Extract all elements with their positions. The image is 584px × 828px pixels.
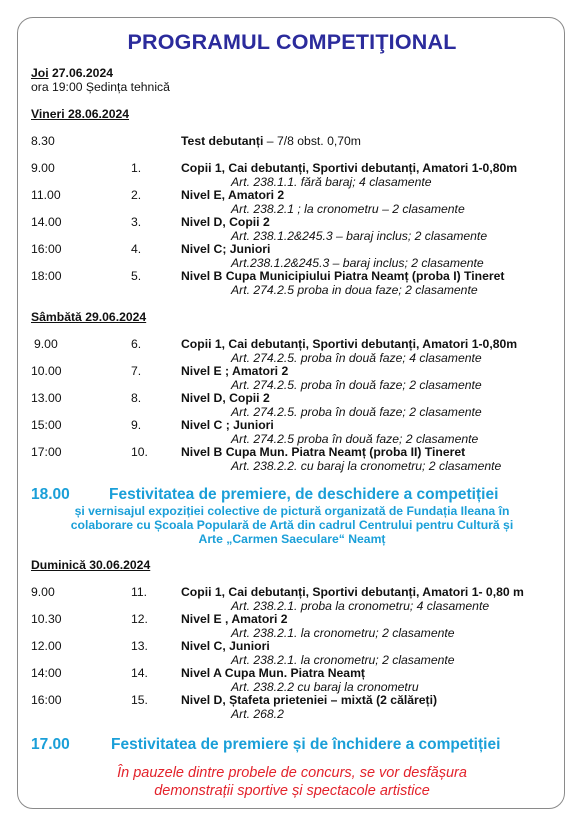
event-rule: Art. 238.2.1. la cronometru; 2 clasamente — [231, 653, 455, 667]
event-time: 18:00 — [31, 269, 62, 283]
event-number: 11. — [131, 585, 148, 599]
event-rule: Art. 238.2.1 ; la cronometru – 2 clasamente — [231, 202, 465, 216]
event-number: 12. — [131, 612, 148, 626]
event-name: Nivel D, Copii 2 — [181, 215, 270, 229]
event-time: 13.00 — [31, 391, 62, 405]
event-number: 10. — [131, 445, 148, 459]
opening-ceremony-time: 18.00 — [31, 486, 70, 503]
event-number: 5. — [131, 269, 142, 283]
day-heading-duminica: Duminică 30.06.2024 — [31, 558, 151, 572]
day-heading-sambata: Sâmbătă 29.06.2024 — [31, 310, 147, 324]
test-event: Test debutanți – 7/8 obst. 0,70m — [181, 134, 361, 148]
event-number: 7. — [131, 364, 142, 378]
closing-ceremony-title: Festivitatea de premiere și de închidere a competiției — [111, 736, 501, 753]
event-name: Copii 1, Cai debutanți, Sportivi debutanți, Amatori 1-0,80m — [181, 161, 518, 175]
event-time: 9.00 — [34, 337, 58, 351]
event-number: 3. — [131, 215, 142, 229]
event-rule: Art. 238.2.1. la cronometru; 2 clasamente — [231, 626, 455, 640]
event-number: 13. — [131, 639, 148, 653]
event-time: 14:00 — [31, 666, 62, 680]
event-name: Nivel E , Amatori 2 — [181, 612, 288, 626]
event-number: 9. — [131, 418, 142, 432]
event-name: Nivel A Cupa Mun. Piatra Neamț — [181, 666, 365, 680]
event-time: 16:00 — [31, 693, 62, 707]
event-name: Nivel E ; Amatori 2 — [181, 364, 289, 378]
event-name: Nivel E, Amatori 2 — [181, 188, 285, 202]
event-rule: Art.238.1.2&245.3 – baraj inclus; 2 clasamente — [231, 256, 484, 270]
event-rule: Art. 238.2.2. cu baraj la cronometru; 2 clasamente — [231, 459, 502, 473]
day-heading-joi: Joi 27.06.2024 — [31, 66, 113, 80]
event-time: 17:00 — [31, 445, 62, 459]
opening-ceremony-title: Festivitatea de premiere, de deschidere a competiției — [109, 486, 499, 503]
event-number: 14. — [131, 666, 148, 680]
event-name: Nivel B Cupa Mun. Piatra Neamț (proba II) Tineret — [181, 445, 466, 459]
event-rule: Art. 238.1.2&245.3 – baraj inclus; 2 clasamente — [231, 229, 488, 243]
event-time: 10.30 — [31, 612, 62, 626]
event-name: Nivel C ; Juniori — [181, 418, 274, 432]
day-heading-vineri: Vineri 28.06.2024 — [31, 107, 130, 121]
event-time: 12.00 — [31, 639, 62, 653]
technical-meeting: ora 19:00 Ședința tehnică — [31, 80, 170, 94]
event-name: Nivel C, Juniori — [181, 639, 270, 653]
event-name: Nivel C; Juniori — [181, 242, 271, 256]
event-number: 2. — [131, 188, 142, 202]
event-rule: Art. 238.2.1. proba la cronometru; 4 clasamente — [231, 599, 490, 613]
event-name: Copii 1, Cai debutanți, Sportivi debutanți, Amatori 1- 0,80 m — [181, 585, 524, 599]
event-time: 9.00 — [31, 161, 55, 175]
event-time: 15:00 — [31, 418, 62, 432]
event-rule: Art. 268.2 — [231, 707, 284, 721]
event-rule: Art. 274.2.5 proba în două faze; 2 clasamente — [231, 432, 479, 446]
event-time: 16:00 — [31, 242, 62, 256]
opening-ceremony-line: colaborare cu Școala Populară de Artă din cadrul Centrului pentru Cultură și — [70, 518, 514, 532]
page-title: PROGRAMUL COMPETIŢIONAL — [127, 30, 457, 54]
event-rule: Art. 274.2.5. proba în două faze; 2 clasamente — [231, 378, 482, 392]
opening-ceremony-line: Arte „Carmen Saeculare“ Neamț — [198, 532, 386, 546]
event-number: 1. — [131, 161, 142, 175]
event-name: Nivel B Cupa Municipiului Piatra Neamț (proba I) Tineret — [181, 269, 505, 283]
event-time: 10.00 — [31, 364, 62, 378]
event-time: 9.00 — [31, 585, 55, 599]
opening-ceremony-line: și vernisajul expoziției colective de pictură organizată de Fundația Ileana în — [74, 504, 510, 518]
event-name: Nivel D, Ștafeta prieteniei – mixtă (2 călăreți) — [181, 693, 438, 707]
event-name: Nivel D, Copii 2 — [181, 391, 270, 405]
event-rule: Art. 274.2.5. proba în două faze; 4 clasamente — [231, 351, 482, 365]
event-number: 8. — [131, 391, 142, 405]
event-rule: Art. 238.2.2 cu baraj la cronometru — [231, 680, 419, 694]
event-number: 15. — [131, 693, 148, 707]
closing-ceremony-time: 17.00 — [31, 736, 70, 753]
event-rule: Art. 274.2.5 proba in doua faze; 2 clasamente — [231, 283, 478, 297]
event-time: 14.00 — [31, 215, 62, 229]
test-time: 8.30 — [31, 134, 55, 148]
event-time: 11.00 — [31, 188, 61, 202]
footer-note-line: În pauzele dintre probele de concurs, se vor desfășura — [117, 765, 467, 781]
event-number: 4. — [131, 242, 142, 256]
footer-note-line: demonstrații sportive și spectacole artistice — [154, 783, 430, 799]
event-rule: Art. 274.2.5. proba în două faze; 2 clasamente — [231, 405, 482, 419]
event-name: Copii 1, Cai debutanți, Sportivi debutanți, Amatori 1-0,80m — [181, 337, 518, 351]
event-rule: Art. 238.1.1. fără baraj; 4 clasamente — [231, 175, 432, 189]
event-number: 6. — [131, 337, 142, 351]
